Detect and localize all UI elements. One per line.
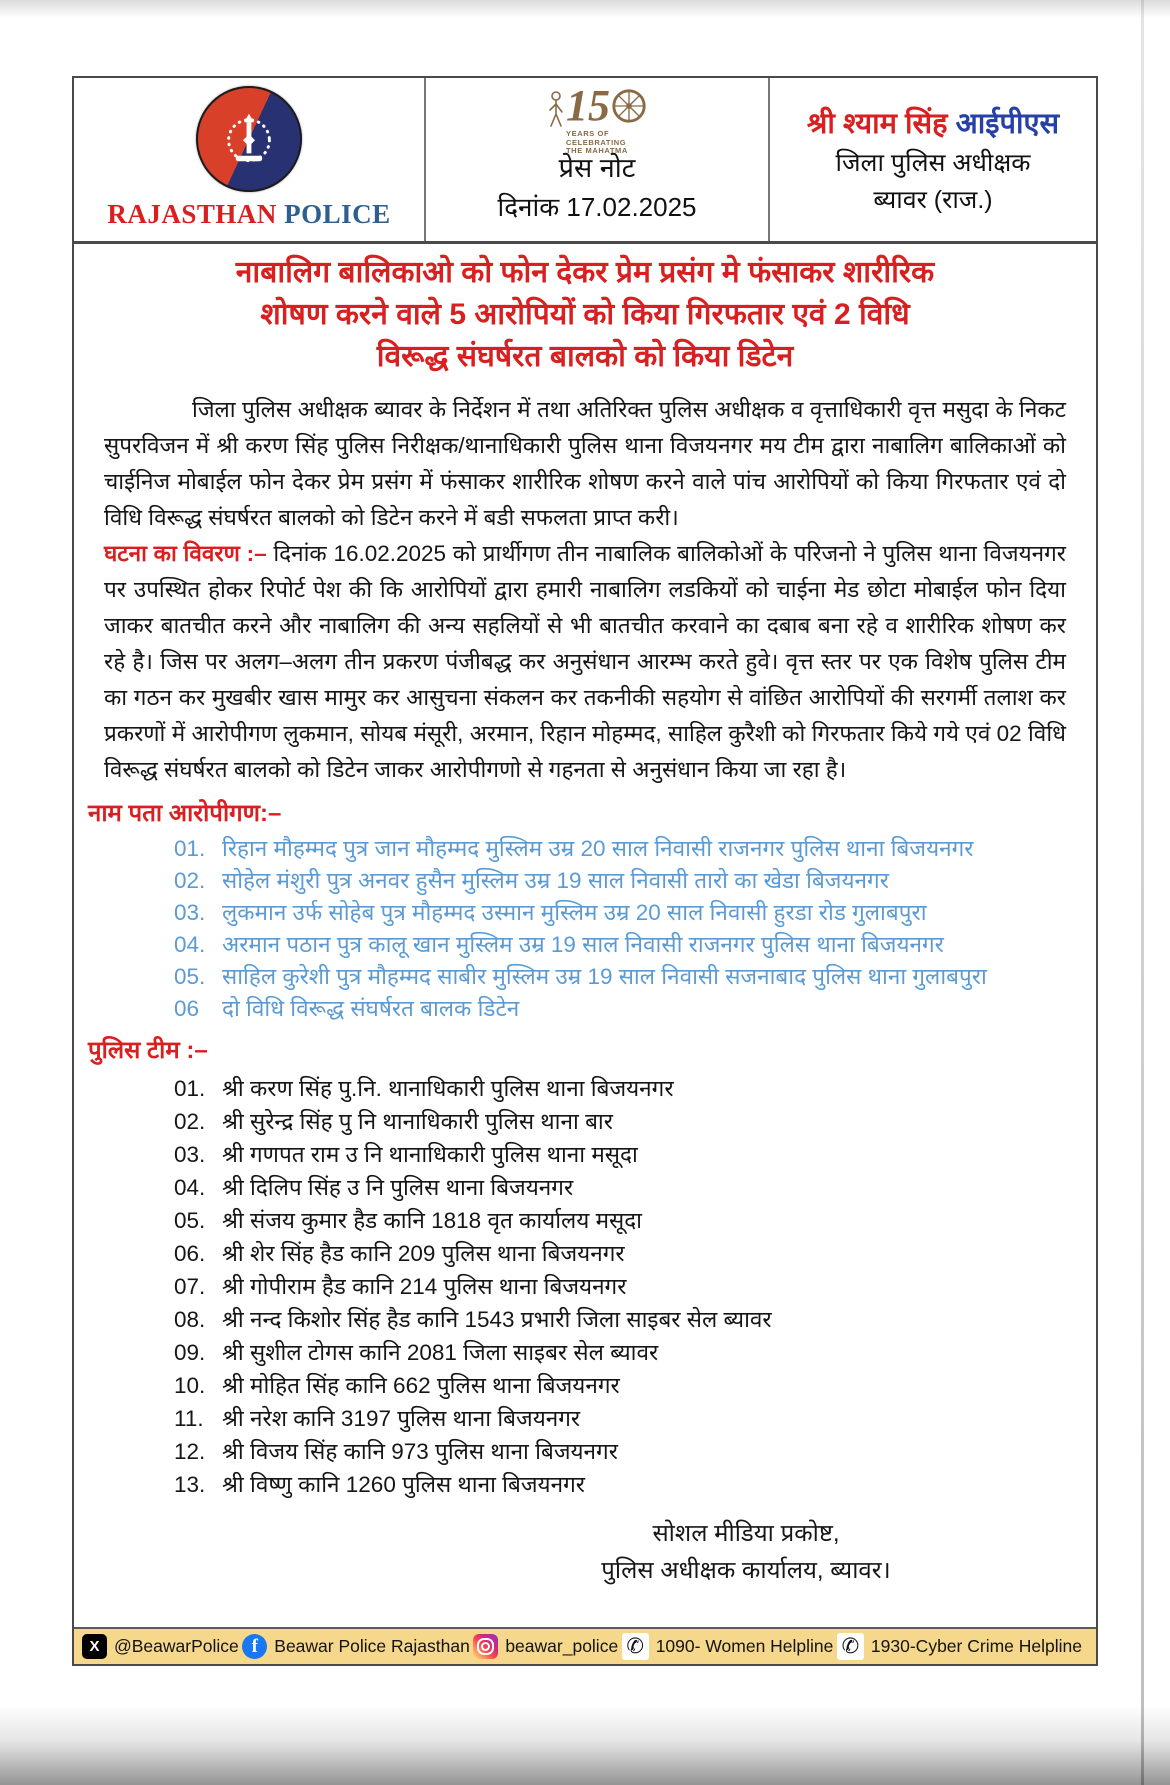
accused-item	[174, 833, 1056, 865]
item-number: 02.	[174, 868, 206, 893]
officer-designation: जिला पुलिस अधीक्षक	[835, 149, 1031, 177]
document-header	[74, 78, 1096, 244]
item-text: श्री विष्णु कानि 1260 पुलिस थाना बिजयनगर	[222, 1472, 585, 1497]
item-text: श्री विजय सिंह कानि 973 पुलिस थाना बिजयनगर	[222, 1439, 618, 1464]
accused-heading: नाम पता आरोपीगण:–	[88, 800, 282, 827]
item-number: 04.	[174, 1175, 206, 1200]
item-number: 13.	[174, 1472, 206, 1497]
item-text: श्री दिलिप सिंह उ नि पुलिस थाना बिजयनगर	[222, 1175, 574, 1200]
item-text: सोहेल मंशुरी पुत्र अनवर हुसैन मुस्लिम उम्र 19 साल निवासी तारो का खेडा बिजयनगर	[222, 868, 889, 893]
signature-line2: पुलिस अधीक्षक कार्यालय, ब्यावर।	[601, 1557, 891, 1584]
item-number: 01.	[174, 836, 206, 861]
item-text: श्री नन्द किशोर सिंह हैड कानि 1543 प्रभारी जिला साइबर सेल ब्यावर	[222, 1307, 772, 1332]
facebook-name: Beawar Police Rajasthan	[274, 1636, 470, 1656]
x-logo-icon: X	[82, 1634, 107, 1659]
team-item	[174, 1138, 1056, 1171]
officer-line	[807, 103, 1059, 142]
press-note-label: प्रेस नोट	[558, 153, 636, 183]
item-text: साहिल कुरेशी पुत्र मौहम्मद साबीर मुस्लिम उम्र 19 साल निवासी सजनाबाद पुलिस थाना गुलाबपुरा	[222, 964, 987, 989]
anniv-number: 15	[566, 81, 610, 130]
phone-icon: ✆	[837, 1633, 864, 1660]
incident-text: दिनांक 16.02.2025 को प्रार्थीगण तीन नाबालिक बालिकोओं के परिजनो ने पुलिस थाना विजयनगर पर उपस्थित होकर रिपोर्ट पेश की कि आरोपियों द्वारा हमारी नाबालिग लडकियों को चाईना मेड छोटा मोबाईल फोन दिया जाकर बातचीत करने और नाबालिग की अन्य सहलियों से भी बातचीत करवाने का दबाब बना रहे व शारीरिक शोषण कर रहे है। जिस पर अलग–अलग तीन प्रकरण पंजीबद्ध कर अनुसंधान आरम्भ करते हुवे। वृत्त स्तर पर एक विशेष पुलिस टीम का गठन कर मुखबीर खास मामुर कर आसुचना संकलन कर तकनीकी सहयोग से वांछित आरोपियों की सरगर्मी तलाश कर प्रकरणों में आरोपीगण लुकमान, सोयब मंसूरी, अरमान, रिहान मोहम्मद, साहिल कुरैशी को गिरफतार किये गये एवं 02 विधि विरूद्ध संघर्षरत बालको को डिटेन जाकर आरोपीगणो से गहनता से अनुसंधान किया जा रहा है।	[104, 541, 1066, 782]
team-item	[174, 1468, 1056, 1501]
item-text: श्री सुशील टोगस कानि 2081 जिला साइबर सेल ब्यावर	[222, 1340, 659, 1365]
item-number: 01.	[174, 1076, 206, 1101]
item-number: 11.	[174, 1406, 204, 1431]
incident-paragraph	[104, 536, 1066, 788]
rajasthan-police-logo-icon	[196, 86, 302, 192]
org-name	[107, 199, 390, 230]
item-text: अरमान पठान पुत्र कालू खान मुस्लिम उम्र 19 साल निवासी राजनगर पुलिस थाना बिजयनगर	[222, 932, 944, 957]
team-item	[174, 1435, 1056, 1468]
mahatma-150-years-logo-icon	[546, 81, 648, 155]
item-number: 05.	[174, 964, 206, 989]
police-team-list	[174, 1072, 1056, 1501]
women-helpline-label: 1090- Women Helpline	[655, 1636, 834, 1656]
signature-block	[566, 1515, 926, 1589]
item-text: श्री करण सिंह पु.नि. थानाधिकारी पुलिस थाना बिजयनगर	[222, 1076, 674, 1101]
police-team-heading: पुलिस टीम :–	[88, 1037, 208, 1064]
item-number: 03.	[174, 900, 206, 925]
team-item	[174, 1303, 1056, 1336]
item-text: श्री संजय कुमार हैड कानि 1818 वृत कार्यालय मसूदा	[222, 1208, 643, 1233]
item-text: रिहान मौहम्मद पुत्र जान मौहम्मद मुस्लिम उम्र 20 साल निवासी राजनगर पुलिस थाना बिजयनगर	[222, 836, 974, 861]
item-number: 04.	[174, 932, 206, 957]
accused-item	[174, 897, 1056, 929]
charkha-wheel-icon	[610, 87, 648, 125]
org-name-police: POLICE	[284, 199, 391, 229]
instagram-icon	[473, 1634, 498, 1659]
accused-list	[174, 833, 1056, 1025]
item-number: 05.	[174, 1208, 206, 1233]
anniv-caption-line3: THE MAHATMA	[566, 146, 628, 155]
footer-twitter	[82, 1634, 239, 1659]
facebook-icon: f	[242, 1634, 267, 1659]
header-center-cell	[426, 78, 770, 241]
footer-facebook	[242, 1634, 470, 1659]
footer-cyber-helpline	[837, 1633, 1082, 1660]
footer-women-helpline	[622, 1633, 834, 1660]
accused-item	[174, 993, 1056, 1025]
paper-edge-shadow	[1141, 0, 1144, 1785]
item-number: 09.	[174, 1340, 206, 1365]
officer-location: ब्यावर (राज.)	[873, 186, 993, 214]
twitter-handle: @BeawarPolice	[114, 1636, 239, 1656]
item-number: 03.	[174, 1142, 206, 1167]
cyber-helpline-label: 1930-Cyber Crime Helpline	[870, 1636, 1082, 1656]
officer-name: श्री श्याम सिंह	[806, 108, 948, 140]
item-text: श्री शेर सिंह हैड कानि 209 पुलिस थाना बिजयनगर	[222, 1241, 625, 1266]
accused-item	[174, 929, 1056, 961]
team-item	[174, 1402, 1056, 1435]
item-number: 02.	[174, 1109, 206, 1134]
item-number: 10.	[174, 1373, 206, 1398]
item-number: 12.	[174, 1439, 206, 1464]
item-number: 07.	[174, 1274, 206, 1299]
item-text: श्री गोपीराम हैड कानि 214 पुलिस थाना बिजयनगर	[222, 1274, 627, 1299]
item-text: श्री नरेश कानि 3197 पुलिस थाना बिजयनगर	[222, 1406, 581, 1431]
phone-icon: ✆	[622, 1633, 649, 1660]
team-item	[174, 1369, 1056, 1402]
team-item	[174, 1237, 1056, 1270]
item-text: श्री सुरेन्द्र सिंह पु नि थानाधिकारी पुलिस थाना बार	[222, 1109, 613, 1134]
instagram-handle: beawar_police	[505, 1636, 619, 1656]
footer-instagram	[473, 1634, 618, 1659]
press-title	[74, 244, 1096, 378]
team-item	[174, 1072, 1056, 1105]
team-item	[174, 1105, 1056, 1138]
intro-paragraph: जिला पुलिस अधीक्षक ब्यावर के निर्देशन में तथा अतिरिक्त पुलिस अधीक्षक व वृत्ताधिकारी वृत्त मसुदा के निकट सुपरविजन में श्री करण सिंह पुलिस निरीक्षक/थानाधिकारी पुलिस थाना विजयनगर मय टीम द्वारा नाबालिग बालिकाओं को चाईनिज मोबाईल फोन देकर प्रेम प्रसंग में फंसाकर शारीरिक शोषण करने वाले पांच आरोपियों को किया गिरफतार एवं दो विधि विरूद्ध संघर्षरत बालको को डिटेन करने में बडी सफलता प्राप्त करी।	[104, 397, 1066, 530]
item-text: लुकमान उर्फ सोहेब पुत्र मौहम्मद उस्मान मुस्लिम उम्र 20 साल निवासी हुरडा रोड गुलाबपुरा	[222, 900, 927, 925]
incident-label: घटना का विवरण :–	[104, 541, 267, 566]
team-item	[174, 1270, 1056, 1303]
team-item	[174, 1171, 1056, 1204]
signature-line1: सोशल मीडिया प्रकोष्ट,	[652, 1520, 840, 1547]
item-number: 08.	[174, 1307, 206, 1332]
team-item	[174, 1204, 1056, 1237]
item-text: श्री मोहित सिंह कानि 662 पुलिस थाना बिजयनगर	[222, 1373, 620, 1398]
document-frame	[72, 76, 1098, 1666]
accused-item	[174, 865, 1056, 897]
item-number: 06	[174, 996, 200, 1021]
header-left-cell	[74, 78, 426, 241]
anniv-caption-line2: CELEBRATING	[566, 137, 627, 147]
accused-item	[174, 961, 1056, 993]
officer-rank: आईपीएस	[955, 108, 1060, 140]
press-title-line3: विरूद्ध संघर्षरत बालको को किया डिटेन	[376, 340, 794, 373]
press-title-line2: शोषण करने वाले 5 आरोपियों को किया गिरफतार एवं 2 विधि	[260, 298, 910, 331]
press-title-line1: नाबालिग बालिकाओ को फोन देकर प्रेम प्रसंग मे फंसाकर शारीरिक	[235, 256, 935, 289]
item-text: श्री गणपत राम उ नि थानाधिकारी पुलिस थाना मसूदा	[222, 1142, 638, 1167]
org-name-rajasthan: RAJASTHAN	[107, 199, 277, 229]
anniv-caption-line1: YEARS OF	[566, 129, 610, 138]
team-item	[174, 1336, 1056, 1369]
item-number: 06.	[174, 1241, 206, 1266]
date-label: दिनांक 17.02.2025	[497, 192, 697, 222]
header-right-cell	[770, 78, 1096, 241]
item-text: दो विधि विरूद्ध संघर्षरत बालक डिटेन	[222, 996, 520, 1021]
footer-bar	[74, 1627, 1096, 1664]
